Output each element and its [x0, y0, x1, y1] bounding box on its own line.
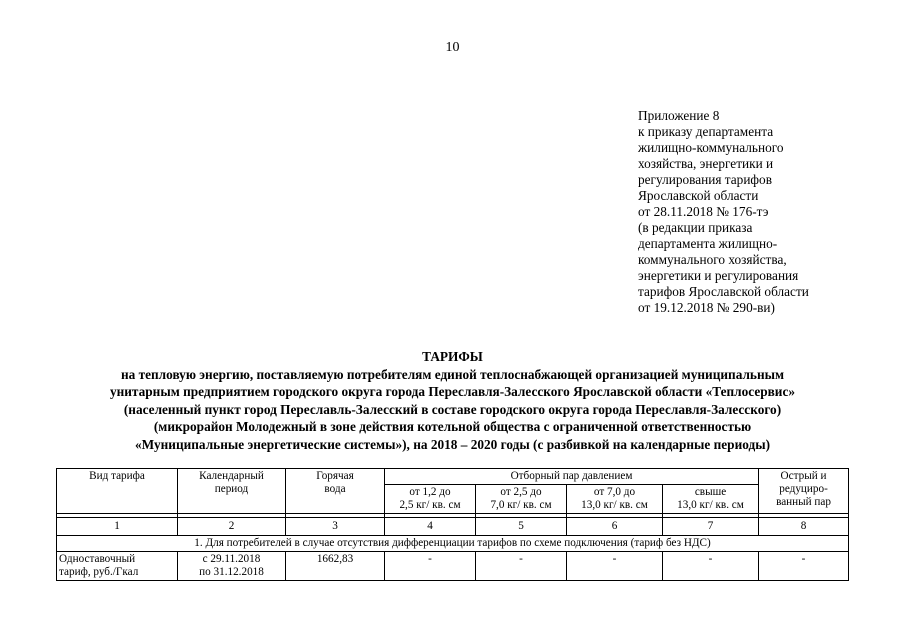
appendix-line: жилищно-коммунального [638, 140, 784, 155]
cell-value: - [759, 552, 849, 581]
title-line: унитарным предприятием городского округа города Переславля-Залесского Ярославской области «Теплосервис» [109, 384, 796, 400]
appendix-line: Приложение 8 [638, 108, 720, 123]
column-number: 8 [759, 518, 849, 536]
column-number: 7 [663, 518, 759, 536]
appendix-line: хозяйства, энергетики и [638, 156, 774, 171]
appendix-line: от 28.11.2018 № 176-тэ [638, 204, 769, 219]
column-number: 1 [57, 518, 178, 536]
cell-period: с 29.11.2018 по 31.12.2018 [178, 552, 286, 581]
appendix-line: к приказу департамента [638, 124, 774, 139]
cell-hot-water: 1662,83 [286, 552, 385, 581]
title-line: (населенный пункт город Переславль-Залесский в составе городского округа города Переславля-Залесского) [123, 401, 782, 417]
appendix-line: Ярославской области [638, 188, 759, 203]
header-steam-group: Отборный пар давлением [385, 469, 759, 485]
header-sharp-steam: Острый и редуциро- ванный пар [759, 469, 849, 514]
column-number: 3 [286, 518, 385, 536]
header-steam-col: от 1,2 до 2,5 кг/ кв. см [385, 485, 476, 514]
cell-value: - [663, 552, 759, 581]
header-steam-col: от 2,5 до 7,0 кг/ кв. см [476, 485, 567, 514]
cell-value: - [567, 552, 663, 581]
cell-tariff-type: Одноставочный тариф, руб./Гкал [57, 552, 178, 581]
column-number: 6 [567, 518, 663, 536]
appendix-line: энергетики и регулирования [638, 268, 799, 283]
header-hot-water: Горячая вода [286, 469, 385, 514]
appendix-line: департамента жилищно- [638, 236, 778, 251]
appendix-line: коммунального хозяйства, [638, 252, 787, 267]
appendix-line: от 19.12.2018 № 290-ви) [638, 300, 775, 315]
cell-value: - [385, 552, 476, 581]
document-title [20, 348, 885, 454]
title-line: «Муниципальные энергетические системы»), на 2018 – 2020 годы (с разбивкой на календарные периоды) [134, 436, 771, 452]
header-period: Календарный период [178, 469, 286, 514]
page-number: 10 [445, 40, 460, 55]
section-title: 1. Для потребителей в случае отсутствия дифференциации тарифов по схеме подключения (тариф без НДС) [57, 536, 849, 552]
appendix-note [638, 108, 898, 316]
column-number-row [57, 518, 849, 536]
column-number: 4 [385, 518, 476, 536]
title-heading: ТАРИФЫ [422, 349, 483, 364]
column-number: 5 [476, 518, 567, 536]
column-number: 2 [178, 518, 286, 536]
header-steam-col: от 7,0 до 13,0 кг/ кв. см [567, 485, 663, 514]
table-row [57, 552, 849, 581]
header-steam-col: свыше 13,0 кг/ кв. см [663, 485, 759, 514]
appendix-line: (в редакции приказа [638, 220, 753, 235]
header-tariff-type: Вид тарифа [57, 469, 178, 514]
appendix-line: регулирования тарифов [638, 172, 772, 187]
cell-value: - [476, 552, 567, 581]
title-line: (микрорайон Молодежный в зоне действия котельной общества с ограниченной ответственностью [153, 419, 752, 435]
title-line: на тепловую энергию, поставляемую потребителям единой теплоснабжающей организацией муниципальным [120, 366, 785, 382]
tariff-table [56, 468, 849, 581]
appendix-line: тарифов Ярославской области [638, 284, 809, 299]
